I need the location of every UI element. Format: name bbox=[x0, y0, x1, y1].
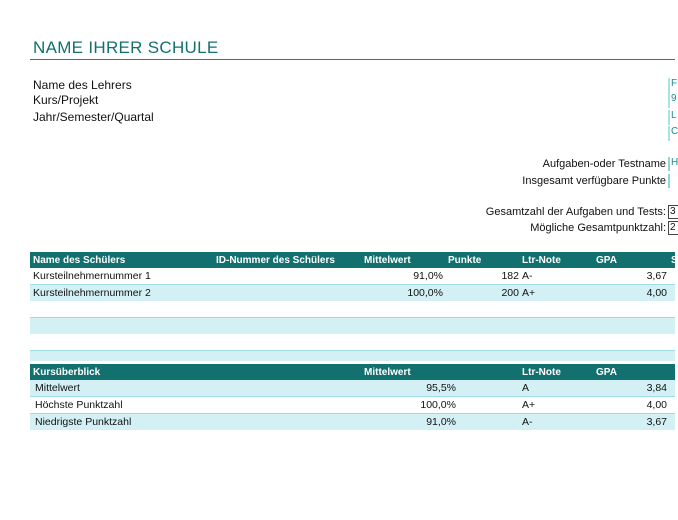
students-table-header bbox=[30, 252, 678, 268]
teacher-label: Name des Lehrers bbox=[33, 78, 132, 92]
overview-mean-cell[interactable]: 91,0% bbox=[426, 416, 456, 428]
overview-label-cell[interactable]: Höchste Punktzahl bbox=[35, 399, 123, 411]
overview-mean-cell[interactable]: 95,5% bbox=[426, 382, 456, 394]
overview-grade-cell[interactable]: A- bbox=[522, 416, 533, 428]
student-name-cell[interactable]: Kursteilnehmernummer 1 bbox=[33, 270, 151, 282]
title-divider bbox=[30, 59, 675, 60]
overview-label-cell[interactable]: Niedrigste Punktzahl bbox=[35, 416, 132, 428]
mean-cell[interactable]: 91,0% bbox=[413, 270, 443, 282]
school-title[interactable]: NAME IHRER SCHULE bbox=[33, 38, 219, 57]
col-mean[interactable]: Mittelwert bbox=[364, 255, 411, 266]
overview-table bbox=[30, 364, 675, 430]
total-count-label: Gesamtzahl der Aufgaben und Tests: bbox=[485, 206, 666, 218]
overview-label-cell[interactable]: Mittelwert bbox=[35, 382, 80, 394]
table-row[interactable] bbox=[30, 414, 675, 430]
col-overview-label[interactable]: Kursüberblick bbox=[33, 367, 101, 378]
extra-value-cell[interactable]: C bbox=[668, 126, 678, 141]
overview-grade-cell[interactable]: A+ bbox=[522, 399, 536, 411]
table-row[interactable] bbox=[30, 397, 675, 413]
overview-mean-cell[interactable]: 100,0% bbox=[420, 399, 456, 411]
points-cell[interactable]: 200 bbox=[501, 287, 519, 299]
grade-cell[interactable]: A- bbox=[522, 270, 533, 282]
table-row-empty[interactable] bbox=[30, 334, 675, 350]
max-points-label: Mögliche Gesamtpunktzahl: bbox=[530, 222, 666, 234]
table-row[interactable] bbox=[30, 285, 675, 301]
overview-table-header bbox=[30, 364, 675, 380]
col-student-name[interactable]: Name des Schülers bbox=[33, 255, 126, 266]
total-count-cell[interactable]: 3 bbox=[668, 205, 678, 219]
col-overview-grade[interactable]: Ltr-Note bbox=[522, 367, 561, 378]
term-value-cell[interactable]: L bbox=[668, 110, 678, 125]
grade-cell[interactable]: A+ bbox=[522, 287, 536, 299]
points-available-cell[interactable] bbox=[668, 174, 678, 188]
overview-gpa-cell[interactable]: 3,84 bbox=[646, 382, 667, 394]
col-overview-mean[interactable]: Mittelwert bbox=[364, 367, 411, 378]
overview-gpa-cell[interactable]: 4,00 bbox=[646, 399, 667, 411]
points-cell[interactable]: 182 bbox=[501, 270, 519, 282]
student-name-cell[interactable]: Kursteilnehmernummer 2 bbox=[33, 287, 151, 299]
students-table bbox=[30, 252, 678, 361]
table-row[interactable] bbox=[30, 380, 675, 396]
course-label: Kurs/Projekt bbox=[33, 93, 99, 107]
gpa-cell[interactable]: 4,00 bbox=[646, 287, 667, 299]
col-letter-grade[interactable]: Ltr-Note bbox=[522, 255, 561, 266]
max-points-cell[interactable]: 2 bbox=[668, 221, 678, 235]
mean-cell[interactable]: 100,0% bbox=[407, 287, 443, 299]
assignment-name-cell[interactable]: H bbox=[668, 157, 678, 171]
col-points[interactable]: Punkte bbox=[448, 255, 482, 266]
gpa-cell[interactable]: 3,67 bbox=[646, 270, 667, 282]
col-student-id[interactable]: ID-Nummer des Schülers bbox=[216, 255, 335, 266]
table-row-empty[interactable] bbox=[30, 351, 675, 361]
overview-gpa-cell[interactable]: 3,67 bbox=[646, 416, 667, 428]
course-value-cell[interactable]: 9 bbox=[668, 93, 678, 108]
points-available-label: Insgesamt verfügbare Punkte bbox=[522, 175, 666, 187]
table-row-empty[interactable] bbox=[30, 301, 675, 317]
term-label: Jahr/Semester/Quartal bbox=[33, 110, 154, 124]
col-extra[interactable]: S bbox=[671, 255, 678, 266]
table-row-empty[interactable] bbox=[30, 318, 675, 334]
overview-grade-cell[interactable]: A bbox=[522, 382, 530, 394]
assignment-name-label: Aufgaben-oder Testname bbox=[542, 158, 666, 170]
teacher-value-cell[interactable]: F bbox=[668, 78, 678, 93]
col-gpa[interactable]: GPA bbox=[596, 255, 617, 266]
col-overview-gpa[interactable]: GPA bbox=[596, 367, 617, 378]
table-row[interactable] bbox=[30, 268, 675, 284]
